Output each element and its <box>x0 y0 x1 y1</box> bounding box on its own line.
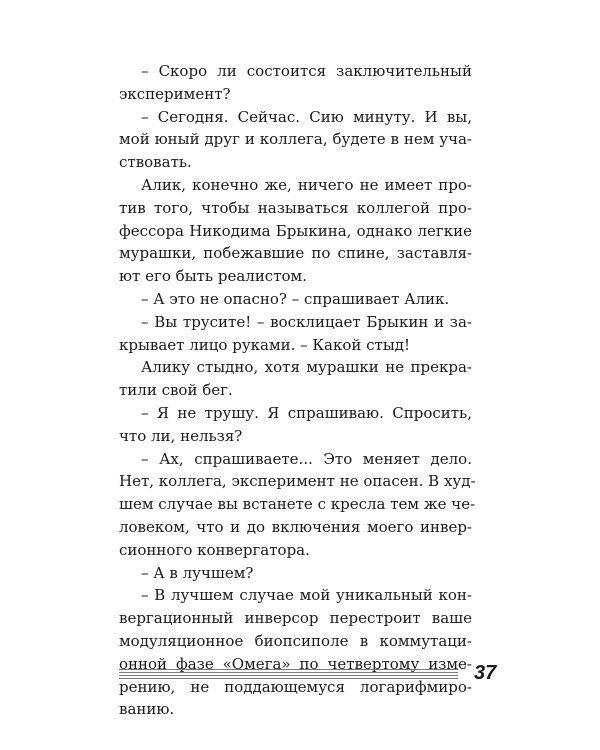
text-line: Нет, коллега, эксперимент не опасен. В худ- <box>119 472 476 491</box>
text-line: – Ах, спрашиваете... Это меняет дело. <box>141 449 472 468</box>
text-line: – Вы трусите! – восклицает Брыкин и за- <box>141 312 472 331</box>
text-line: Алику стыдно, хотя мурашки не прекра- <box>141 358 472 377</box>
text-line: ствовать. <box>119 153 192 172</box>
text-line: сионного конвергатора. <box>119 540 310 559</box>
text-line: – В лучшем случае мой уникальный кон- <box>141 586 472 605</box>
text-line: что ли, нельзя? <box>119 426 243 445</box>
text-line: вергационный инверсор перестроит ваше <box>119 609 472 628</box>
text-line: – Сегодня. Сейчас. Сию минуту. И вы, <box>141 107 472 126</box>
text-line: ванию. <box>119 700 175 719</box>
text-line: эксперимент? <box>119 84 231 103</box>
footer-rule <box>119 675 458 676</box>
page-number: 37 <box>474 662 497 684</box>
text-line: – А это не опасно? – спрашивает Алик. <box>141 289 450 308</box>
text-line: – А в лучшем? <box>141 563 254 582</box>
text-line: мурашки, побежавшие по спине, заставля- <box>119 244 472 263</box>
text-line: ловеком, что и до включения моего инвер- <box>119 517 472 536</box>
text-line: онной фазе «Омега» по четвертому изме- <box>119 654 472 673</box>
footer-rule <box>119 678 458 679</box>
text-line: модуляционное биопсиполе в коммутаци- <box>119 631 472 650</box>
text-line: рению, не поддающемуся логарифмиро- <box>119 677 472 696</box>
text-line: мой юный друг и коллега, будете в нем уча- <box>119 130 472 149</box>
footer-rule <box>119 669 458 670</box>
text-line: – Скоро ли состоится заключительный <box>141 62 472 80</box>
text-line: ют его быть реалистом. <box>119 267 307 286</box>
page-text <box>119 60 476 721</box>
text-line: Алик, конечно же, ничего не имеет про- <box>141 175 472 194</box>
text-line: тили свой бег. <box>119 381 233 400</box>
footer-rule <box>119 672 458 673</box>
text-line: – Я не трушу. Я спрашиваю. Спросить, <box>141 403 472 422</box>
text-line: фессора Никодима Брыкина, однако легкие <box>119 221 472 240</box>
text-line: шем случае вы встанете с кресла тем же че- <box>119 495 476 514</box>
text-line: тив того, чтобы называться коллегой про- <box>119 198 472 217</box>
text-line: крывает лицо руками. – Какой стыд! <box>119 335 411 354</box>
page-footer <box>119 660 519 690</box>
